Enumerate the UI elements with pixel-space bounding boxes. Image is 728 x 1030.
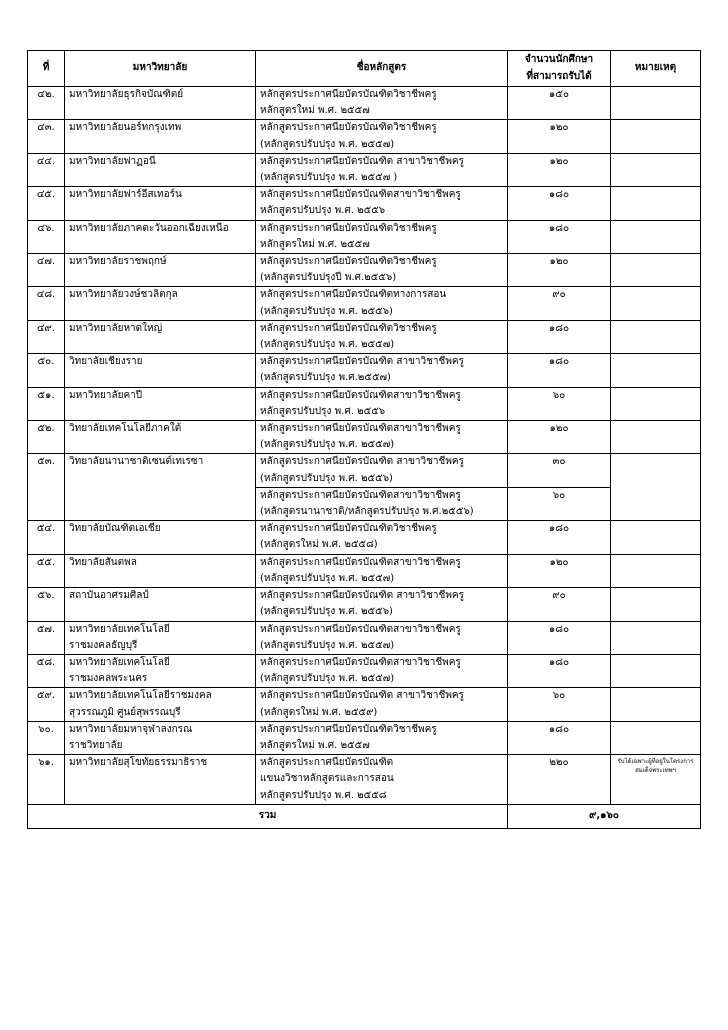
university-name-line: มหาวิทยาลัยเทคโนโลยีราชมงคล <box>69 690 212 702</box>
program-name-line: หลักสูตรประกาศนียบัตรบัณฑิตสาขาวิชาชีพครู <box>260 423 461 435</box>
university-cell <box>65 521 256 554</box>
university-cell <box>65 254 256 287</box>
program-name-line: หลักสูตรปรับปรุง พ.ศ. ๒๕๕๖ <box>260 405 386 417</box>
university-cell <box>65 220 256 253</box>
header-no: ที่ <box>28 51 65 87</box>
remark-cell <box>611 654 701 687</box>
program-name-line: หลักสูตรประกาศนียบัตรบัณฑิตทางการสอน <box>260 289 447 301</box>
program-cell <box>256 588 508 621</box>
university-cell <box>65 755 256 805</box>
row-number: ๕๔. <box>28 521 65 554</box>
table-row <box>28 153 701 186</box>
university-cell <box>65 721 256 754</box>
program-cell <box>256 187 508 220</box>
program-cell <box>256 688 508 721</box>
table-row <box>28 721 701 754</box>
remark-cell <box>611 454 701 521</box>
university-cell <box>65 654 256 687</box>
program-name-line: หลักสูตรประกาศนียบัตรบัณฑิตสาขาวิชาชีพครู <box>260 489 461 501</box>
remark-cell <box>611 387 701 420</box>
program-name-line: หลักสูตรประกาศนียบัตรบัณฑิตวิชาชีพครู <box>260 322 437 334</box>
program-name-line: หลักสูตรประกาศนียบัตรบัณฑิต สาขาวิชาชีพครู <box>260 690 464 702</box>
program-name-line: หลักสูตรประกาศนียบัตรบัณฑิตวิชาชีพครู <box>260 122 437 134</box>
university-name-line: มหาวิทยาลัยสุโขทัยธรรมาธิราช <box>69 757 208 769</box>
university-name-line: มหาวิทยาลัยภาคตะวันออกเฉียงเหนือ <box>69 222 229 234</box>
student-capacity: ๑๒๐ <box>508 120 611 153</box>
university-cell <box>65 87 256 120</box>
remark-cell <box>611 287 701 320</box>
university-cell <box>65 454 256 521</box>
university-name-line: มหาวิทยาลัยเทคโนโลยี <box>69 656 170 668</box>
row-number: ๔๕. <box>28 187 65 220</box>
row-number: ๔๓. <box>28 120 65 153</box>
university-name-line: วิทยาลัยบัณฑิตเอเชีย <box>69 523 161 535</box>
row-number: ๕๐. <box>28 354 65 387</box>
student-capacity: ๑๒๐ <box>508 421 611 454</box>
row-number: ๔๗. <box>28 254 65 287</box>
header-count-line-1: จำนวนนักศึกษา <box>524 54 594 66</box>
table-row <box>28 521 701 554</box>
student-capacity: ๑๕๐ <box>508 87 611 120</box>
row-number: ๔๖. <box>28 220 65 253</box>
remark-cell <box>611 187 701 220</box>
program-cell <box>256 87 508 120</box>
program-name-line: หลักสูตรปรับปรุง พ.ศ. ๒๕๕๘ <box>260 789 387 801</box>
remark-cell <box>611 755 701 805</box>
row-number: ๔๒. <box>28 87 65 120</box>
remark-cell <box>611 320 701 353</box>
program-cell <box>256 554 508 587</box>
program-name-line: หลักสูตรประกาศนียบัตรบัณฑิต สาขาวิชาชีพครู <box>260 155 464 167</box>
program-name-line: หลักสูตรประกาศนียบัตรบัณฑิตสาขาวิชาชีพครู <box>260 623 461 635</box>
table-header-row <box>28 51 701 87</box>
program-name-line: หลักสูตรปรับปรุง พ.ศ. ๒๕๕๖ <box>260 205 386 217</box>
university-cell <box>65 354 256 387</box>
program-cell <box>256 387 508 420</box>
program-name-line: (หลักสูตรปรับปรุง พ.ศ. ๒๕๕๗) <box>260 439 395 451</box>
header-remark: หมายเหตุ <box>611 51 701 87</box>
program-name-line: หลักสูตรประกาศนียบัตรบัณฑิตสาขาวิชาชีพครู <box>260 389 461 401</box>
program-cell <box>256 721 508 754</box>
program-name-line: หลักสูตรใหม่ พ.ศ. ๒๕๕๗ <box>260 739 370 751</box>
program-name-line: หลักสูตรประกาศนียบัตรบัณฑิตวิชาชีพครู <box>260 523 437 535</box>
row-number: ๕๗. <box>28 621 65 654</box>
university-name-line: มหาวิทยาลัยธุรกิจบัณฑิตย์ <box>69 89 184 100</box>
program-name-line: หลักสูตรประกาศนียบัตรบัณฑิต สาขาวิชาชีพครู <box>260 356 464 368</box>
program-name-line: หลักสูตรใหม่ พ.ศ. ๒๕๕๗ <box>260 105 370 117</box>
student-capacity: ๖๐ <box>508 688 611 721</box>
program-cell <box>256 254 508 287</box>
university-cell <box>65 688 256 721</box>
table-row <box>28 387 701 420</box>
remark-cell <box>611 120 701 153</box>
program-cell <box>256 354 508 387</box>
row-number: ๔๙. <box>28 320 65 353</box>
total-label: รวม <box>28 804 508 828</box>
university-name-line: มหาวิทยาลัยราชพฤกษ์ <box>69 256 167 268</box>
program-name-line: หลักสูตรประกาศนียบัตรบัณฑิตวิชาชีพครู <box>260 723 437 735</box>
program-name-line: (หลักสูตรนานาชาติ/หลักสูตรปรับปรุง พ.ศ.๒๕๕๖) <box>260 506 474 518</box>
student-capacity: ๑๒๐ <box>508 254 611 287</box>
table-row <box>28 621 701 654</box>
table-row <box>28 87 701 120</box>
program-name-line: หลักสูตรใหม่ พ.ศ. ๒๕๕๗ <box>260 238 370 250</box>
university-name-line: ราชมงคลพระนคร <box>69 673 148 685</box>
table-row <box>28 654 701 687</box>
student-capacity: ๑๘๐ <box>508 521 611 554</box>
university-name-line: มหาวิทยาลัยคาปี <box>69 389 143 401</box>
student-capacity: ๖๐ <box>508 387 611 420</box>
program-name-line: (หลักสูตรปรับปรุง พ.ศ. ๒๕๕๗ ) <box>260 172 398 184</box>
program-cell <box>256 487 508 520</box>
student-capacity: ๙๐ <box>508 588 611 621</box>
program-cell <box>256 421 508 454</box>
row-number: ๖๐. <box>28 721 65 754</box>
table-row <box>28 254 701 287</box>
student-capacity: ๓๐ <box>508 454 611 487</box>
student-capacity: ๑๘๐ <box>508 187 611 220</box>
program-name-line: (หลักสูตรปรับปรุง พ.ศ. ๒๕๕๗) <box>260 339 395 351</box>
university-cell <box>65 588 256 621</box>
university-cell <box>65 187 256 220</box>
university-name-line: วิทยาลัยเชียงราย <box>69 356 143 368</box>
university-cell <box>65 287 256 320</box>
remark-cell <box>611 554 701 587</box>
student-capacity: ๒๒๐ <box>508 755 611 805</box>
remark-cell <box>611 521 701 554</box>
program-cell <box>256 654 508 687</box>
remark-cell <box>611 87 701 120</box>
program-name-line: (หลักสูตรปรับปรุง พ.ศ. ๒๕๕๗) <box>260 572 395 584</box>
university-name-line: มหาวิทยาลัยเทคโนโลยี <box>69 623 170 635</box>
program-name-line: หลักสูตรประกาศนียบัตรบัณฑิตวิชาชีพครู <box>260 89 437 100</box>
remark-cell <box>611 354 701 387</box>
header-university: มหาวิทยาลัย <box>65 51 256 87</box>
student-capacity: ๑๘๐ <box>508 354 611 387</box>
total-value: ๙,๑๖๐ <box>508 804 701 828</box>
program-cell <box>256 755 508 805</box>
row-number: ๕๓. <box>28 454 65 521</box>
table-row <box>28 120 701 153</box>
table-row <box>28 755 701 805</box>
table-row <box>28 688 701 721</box>
row-number: ๕๑. <box>28 387 65 420</box>
program-name-line: หลักสูตรประกาศนียบัตรบัณฑิตสาขาวิชาชีพครู <box>260 556 461 568</box>
remark-cell <box>611 588 701 621</box>
program-cell <box>256 220 508 253</box>
university-name-line: ราชวิทยาลัย <box>69 739 123 751</box>
program-cell <box>256 621 508 654</box>
remark-cell <box>611 621 701 654</box>
student-capacity: ๙๐ <box>508 287 611 320</box>
remark-text: รับได้เฉพาะผู้ที่อยู่ในโครงการสมเด็จพระเทพฯ <box>617 758 694 775</box>
program-name-line: หลักสูตรประกาศนียบัตรบัณฑิตวิชาชีพครู <box>260 256 437 268</box>
table-row <box>28 588 701 621</box>
program-name-line: (หลักสูตรปรับปรุงปี พ.ศ.๒๕๕๖) <box>260 272 397 284</box>
program-name-line: หลักสูตรประกาศนียบัตรบัณฑิตสาขาวิชาชีพครู <box>260 189 461 201</box>
program-name-line: (หลักสูตรปรับปรุง พ.ศ. ๒๕๕๗) <box>260 639 395 651</box>
remark-cell <box>611 254 701 287</box>
program-name-line: (หลักสูตรปรับปรุง พ.ศ. ๒๕๕๖) <box>260 606 393 618</box>
program-table <box>27 50 701 829</box>
table-row <box>28 421 701 454</box>
university-name-line: วิทยาลัยสันตพล <box>69 556 137 568</box>
program-name-line: (หลักสูตรปรับปรุง พ.ศ. ๒๕๕๖) <box>260 305 393 317</box>
university-cell <box>65 621 256 654</box>
table-row <box>28 354 701 387</box>
university-name-line: มหาวิทยาลัยฟาร์อีสเทอร์น <box>69 189 182 201</box>
program-name-line: หลักสูตรประกาศนียบัตรบัณฑิต <box>260 757 394 769</box>
remark-cell <box>611 421 701 454</box>
university-name-line: มหาวิทยาลัยนอร์ทกรุงเทพ <box>69 122 182 134</box>
university-name-line: วิทยาลัยนานาชาติเซนต์เทเรซา <box>69 456 204 468</box>
header-count <box>508 51 611 87</box>
student-capacity: ๑๘๐ <box>508 220 611 253</box>
program-name-line: (หลักสูตรปรับปรุง พ.ศ. ๒๕๕๗) <box>260 673 395 685</box>
table-row <box>28 454 701 487</box>
university-cell <box>65 320 256 353</box>
program-name-line: (หลักสูตรใหม่ พ.ศ. ๒๕๕๙) <box>260 706 378 718</box>
table-row <box>28 220 701 253</box>
student-capacity: ๑๒๐ <box>508 554 611 587</box>
university-name-line: ราชมงคลธัญบุรี <box>69 639 138 651</box>
university-name-line: มหาวิทยาลัยมหาจุฬาลงกรณ <box>69 723 193 735</box>
university-name-line: สุวรรณภูมิ ศูนย์สุพรรณบุรี <box>69 706 181 718</box>
row-number: ๔๘. <box>28 287 65 320</box>
header-count-line-2: ที่สามารถรับได้ <box>526 70 592 82</box>
row-number: ๕๙. <box>28 688 65 721</box>
row-number: ๕๕. <box>28 554 65 587</box>
program-cell <box>256 521 508 554</box>
university-name-line: มหาวิทยาลัยฟาฏอนี <box>69 155 156 167</box>
remark-cell <box>611 153 701 186</box>
university-cell <box>65 554 256 587</box>
program-name-line: (หลักสูตรปรับปรุง พ.ศ. ๒๕๕๗) <box>260 138 395 150</box>
university-name-line: วิทยาลัยเทคโนโลยีภาคใต้ <box>69 423 182 435</box>
student-capacity: ๑๒๐ <box>508 153 611 186</box>
row-number: ๖๑. <box>28 755 65 805</box>
program-name-line: (หลักสูตรปรับปรุง พ.ศ. ๒๕๕๖) <box>260 472 393 484</box>
table-row <box>28 320 701 353</box>
program-cell <box>256 120 508 153</box>
university-cell <box>65 120 256 153</box>
row-number: ๕๒. <box>28 421 65 454</box>
program-cell <box>256 320 508 353</box>
student-capacity: ๑๘๐ <box>508 721 611 754</box>
program-name-line: (หลักสูตรปรับปรุง พ.ศ.๒๕๕๗) <box>260 372 391 384</box>
program-name-line: หลักสูตรประกาศนียบัตรบัณฑิตวิชาชีพครู <box>260 222 437 234</box>
remark-cell <box>611 688 701 721</box>
program-name-line: แขนงวิชาหลักสูตรและการสอน <box>260 773 394 785</box>
header-program: ชื่อหลักสูตร <box>256 51 508 87</box>
university-name-line: มหาวิทยาลัยวงษ์ชวลิตกุล <box>69 289 178 301</box>
table-row <box>28 287 701 320</box>
university-cell <box>65 387 256 420</box>
student-capacity: ๑๘๐ <box>508 320 611 353</box>
program-cell <box>256 153 508 186</box>
university-name-line: มหาวิทยาลัยหาดใหญ่ <box>69 322 163 334</box>
program-name-line: (หลักสูตรใหม่ พ.ศ. ๒๕๕๘) <box>260 539 378 551</box>
student-capacity: ๑๘๐ <box>508 621 611 654</box>
program-cell <box>256 454 508 487</box>
university-cell <box>65 421 256 454</box>
total-row <box>28 804 701 828</box>
university-cell <box>65 153 256 186</box>
student-capacity: ๑๘๐ <box>508 654 611 687</box>
table-row <box>28 187 701 220</box>
university-name-line: สถาบันอาศรมศิลป์ <box>69 590 149 602</box>
table-row <box>28 554 701 587</box>
remark-cell <box>611 721 701 754</box>
program-name-line: หลักสูตรประกาศนียบัตรบัณฑิต สาขาวิชาชีพครู <box>260 456 464 468</box>
row-number: ๕๘. <box>28 654 65 687</box>
student-capacity: ๖๐ <box>508 487 611 520</box>
remark-cell <box>611 220 701 253</box>
row-number: ๔๔. <box>28 153 65 186</box>
program-cell <box>256 287 508 320</box>
program-name-line: หลักสูตรประกาศนียบัตรบัณฑิต สาขาวิชาชีพครู <box>260 590 464 602</box>
row-number: ๕๖. <box>28 588 65 621</box>
program-name-line: หลักสูตรประกาศนียบัตรบัณฑิตสาขาวิชาชีพครู <box>260 656 461 668</box>
